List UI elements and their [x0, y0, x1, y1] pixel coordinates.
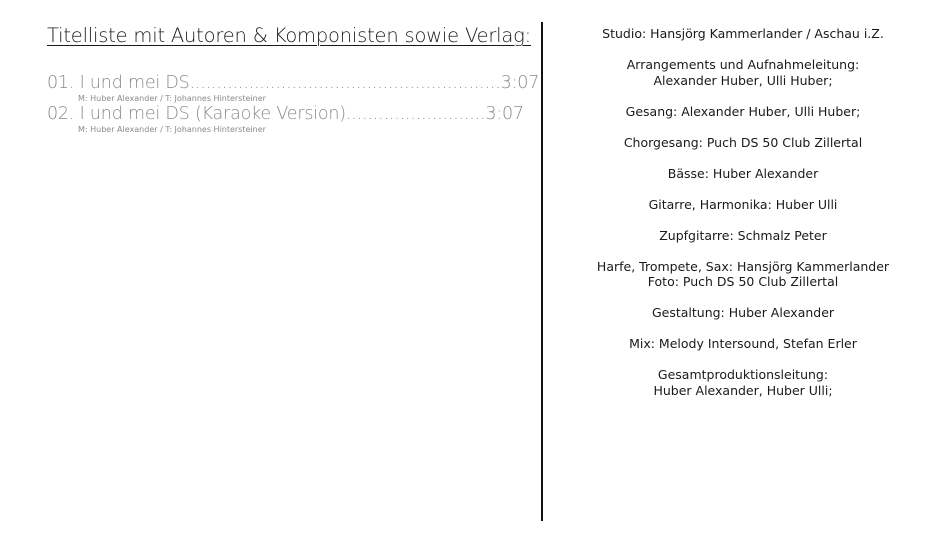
credit-zupfgitarre — [585, 228, 901, 244]
credit-harfe-foto — [585, 259, 901, 290]
credit-mix-text: Mix: Melody Intersound, Stefan Erler — [629, 336, 857, 351]
track-title-line: 02. I und mei DS (Karaoke Version)..........................3:07 — [47, 104, 524, 124]
credit-zupfgitarre-text: Zupfgitarre: Schmalz Peter — [659, 227, 827, 243]
credits-panel — [585, 26, 901, 414]
credit-gestaltung-text: Gestaltung: Huber Alexander — [651, 305, 835, 320]
track-credit: M: Huber Alexander / T: Johannes Hintersteiner — [78, 125, 266, 134]
credit-baesse — [585, 166, 901, 182]
credit-arrangements — [585, 57, 901, 88]
credit-gesamtproduktion-label: Gesamtproduktionsleitung: — [657, 367, 829, 382]
credit-gesamtproduktion — [585, 367, 901, 398]
track-item — [47, 104, 527, 134]
credit-mix — [585, 336, 901, 352]
credit-studio-text: Studio: Hansjörg Kammerlander / Aschau i.Z. — [602, 26, 884, 41]
track-item — [47, 73, 540, 103]
credit-gitarre — [585, 197, 901, 213]
credit-chorgesang — [585, 135, 901, 151]
credit-harfe-text: Harfe, Trompete, Sax: Hansjörg Kammerlander — [596, 258, 890, 274]
credit-arrangements-label: Arrangements und Aufnahmeleitung: — [626, 57, 860, 72]
credit-gestaltung — [585, 305, 901, 321]
credit-arrangements-names: Alexander Huber, Ulli Huber; — [653, 72, 833, 88]
credit-gesang-text: Gesang: Alexander Huber, Ulli Huber; — [625, 103, 861, 119]
credit-gesang — [585, 104, 901, 120]
tracklist-panel — [47, 24, 540, 135]
credit-foto-text: Foto: Puch DS 50 Club Zillertal — [647, 274, 839, 289]
credit-gesamtproduktion-names: Huber Alexander, Huber Ulli; — [653, 382, 833, 398]
credit-baesse-text: Bässe: Huber Alexander — [667, 165, 819, 181]
track-credit: M: Huber Alexander / T: Johannes Hintersteiner — [78, 94, 266, 103]
tracklist — [47, 73, 540, 134]
track-title-line: 01. I und mei DS..........................................................3:07 — [47, 73, 540, 93]
tracklist-heading: Titelliste mit Autoren & Komponisten sowie Verlag: — [47, 24, 532, 47]
credit-studio — [585, 26, 901, 42]
credit-gitarre-text: Gitarre, Harmonika: Huber Ulli — [648, 196, 838, 212]
vertical-divider — [541, 22, 543, 521]
credit-chorgesang-text: Chorgesang: Puch DS 50 Club Zillertal — [623, 134, 863, 150]
